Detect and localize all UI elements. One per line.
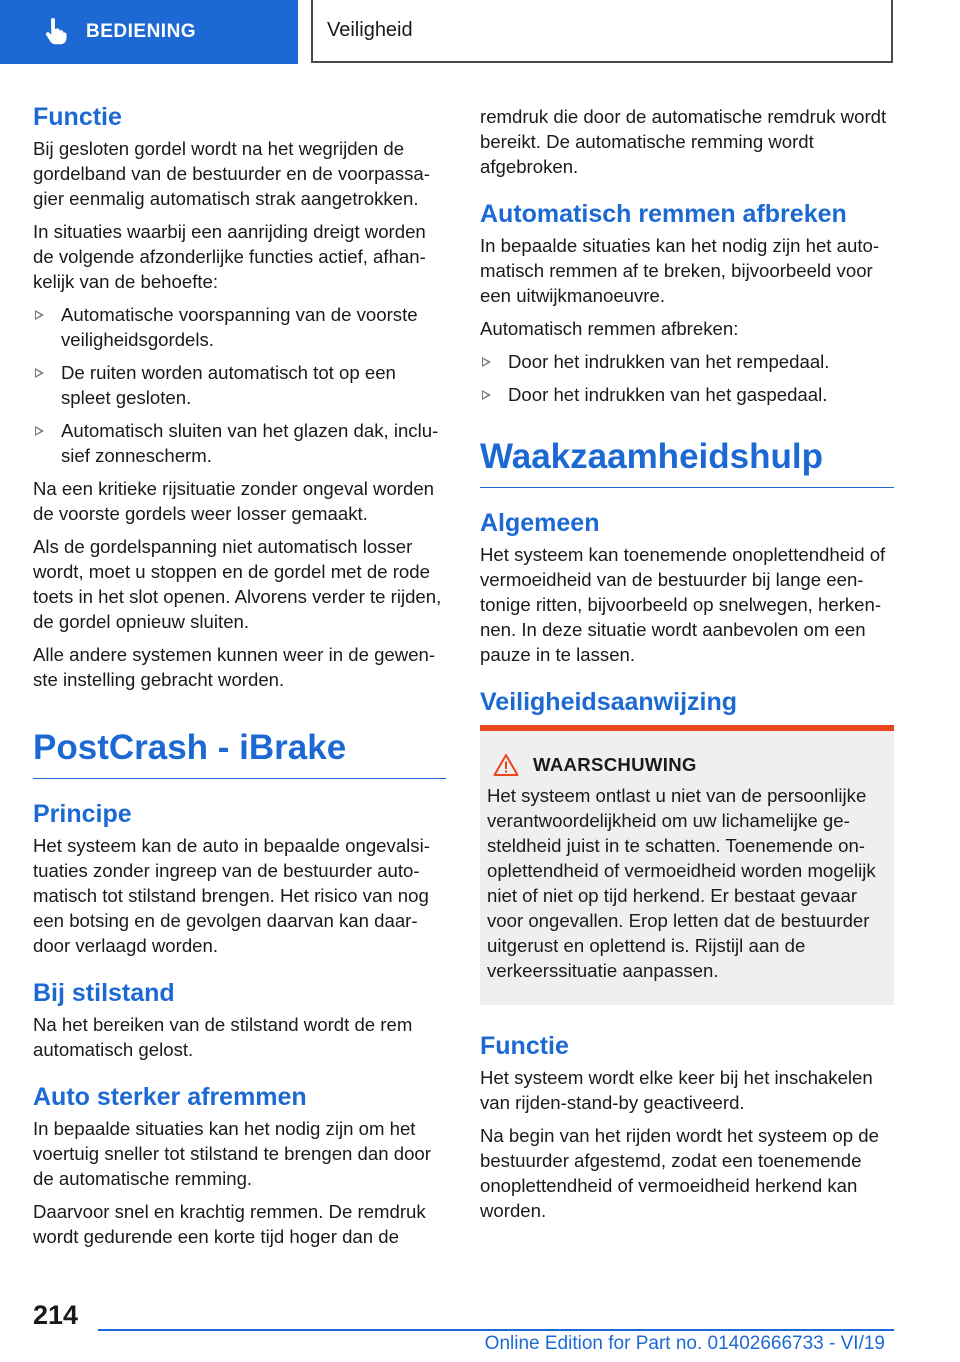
left-column xyxy=(33,100,446,1257)
list-item: Door het indrukken van het rempedaal. xyxy=(480,349,894,374)
right-column xyxy=(480,104,894,1231)
bullet-triangle-icon xyxy=(35,310,44,320)
warning-text: Het systeem ontlast u niet van de persoonlijke verantwoordelijkheid om uw lichamelijke gesteldheid juist in te schatten. Toenemende onoplettendheid of vermoeidheid worden mogelijk niet of niet op tijd herkend. Er bestaat gevaar voor ongevallen. Erop letten dat de bestuurder uitgerust en oplettend is. Rijstijl aan de verkeerssituatie aanpassen. xyxy=(487,785,876,981)
functie-list xyxy=(33,302,446,468)
bullet-triangle-icon xyxy=(482,357,491,367)
afbreken-heading: Automatisch remmen afbreken xyxy=(480,200,847,228)
afbreken-list xyxy=(480,349,894,407)
paragraph: Alle andere systemen kunnen weer in de gewenste instelling gebracht worden. xyxy=(33,644,436,690)
list-item: Door het indrukken van het gaspedaal. xyxy=(480,382,894,407)
list-item: Automatisch sluiten van het glazen dak, inclusief zonnescherm. xyxy=(33,418,446,468)
veiligheid-heading: Veiligheidsaanwijzing xyxy=(480,688,738,716)
section-label: BEDIENING xyxy=(86,21,197,42)
principe-heading: Principe xyxy=(33,800,132,828)
bullet-triangle-icon xyxy=(482,390,491,400)
section-tab xyxy=(0,0,298,64)
paragraph: Bij gesloten gordel wordt na het wegrijden de gordelband van de bestuurder en de voorpassagier eenmalig automatisch strak aangetrokken. xyxy=(33,138,430,209)
paragraph: Het systeem kan de auto in bepaalde ongevalsituaties zonder ingreep van de bestuurder automatisch tot stilstand brengen. Het risico van nog een botsing en de gevolgen daarvan kan daardoor verlaagd worden. xyxy=(33,835,430,956)
postcrash-heading: PostCrash - iBrake xyxy=(33,724,446,779)
chapter-title: Veiligheid xyxy=(327,19,413,41)
paragraph: In bepaalde situaties kan het nodig zijn om het voertuig sneller tot stilstand te brengen dan door de automatische remming. xyxy=(33,1118,431,1189)
paragraph: Het systeem wordt elke keer bij het inschakelen van rijden-stand-by geactiveerd. xyxy=(480,1067,873,1113)
list-item: De ruiten worden automatisch tot op een spleet gesloten. xyxy=(33,360,446,410)
paragraph: Als de gordelspanning niet automatisch losser wordt, moet u stoppen en de gordel met de rode toets in het slot openen. Alvorens verder te rijden, de gordel opnieuw sluiten. xyxy=(33,536,442,632)
hand-pointer-icon xyxy=(42,18,68,46)
waakzaamheid-heading: Waakzaamheidshulp xyxy=(480,433,894,488)
paragraph: Daarvoor snel en krachtig remmen. De remdruk wordt gedurende een korte tijd hoger dan de xyxy=(33,1201,426,1247)
stilstand-heading: Bij stilstand xyxy=(33,979,175,1007)
paragraph: Na begin van het rijden wordt het systeem op de bestuurder afgestemd, zodat een toenemende onoplettendheid of vermoeidheid herkend kan worden. xyxy=(480,1125,879,1221)
paragraph: Het systeem kan toenemende onoplettendheid of vermoeidheid van de bestuurder bij lange eentonige ritten, bijvoorbeeld op snelwegen, herkennen. In deze situatie wordt aanbevolen om een pauze in te lassen. xyxy=(480,544,886,665)
functie-heading-2: Functie xyxy=(480,1032,569,1060)
afremmen-heading: Auto sterker afremmen xyxy=(33,1083,307,1111)
footer-divider xyxy=(98,1329,894,1331)
warning-header xyxy=(487,753,886,777)
paragraph: Automatisch remmen afbreken: xyxy=(480,318,739,339)
paragraph: Na een kritieke rijsituatie zonder ongeval worden de voorste gordels weer losser gemaakt. xyxy=(33,478,435,524)
paragraph: In bepaalde situaties kan het nodig zijn het automatisch remmen af te breken, bijvoorbeeld voor een uitwijkmanoeuvre. xyxy=(480,235,880,306)
paragraph: Na het bereiken van de stilstand wordt de rem automatisch gelost. xyxy=(33,1014,413,1060)
bullet-triangle-icon xyxy=(35,426,44,436)
chapter-header xyxy=(311,0,893,63)
paragraph: remdruk die door de automatische remdruk wordt bereikt. De automatische remming wordt afgebroken. xyxy=(480,106,887,177)
algemeen-heading: Algemeen xyxy=(480,509,600,537)
warning-title: WAARSCHUWING xyxy=(533,754,697,775)
bullet-triangle-icon xyxy=(35,368,44,378)
page-number: 214 xyxy=(33,1300,79,1330)
warning-box xyxy=(480,725,894,1005)
list-item: Automatische voorspanning van de voorste veiligheidsgordels. xyxy=(33,302,446,352)
functie-heading: Functie xyxy=(33,103,122,131)
paragraph: In situaties waarbij een aanrijding dreigt worden de volgende afzonderlijke functies actief, afhankelijk van de behoefte: xyxy=(33,221,426,292)
warning-triangle-icon xyxy=(493,753,519,777)
edition-text: Online Edition for Part no. 01402666733 - VI/19 xyxy=(484,1333,885,1354)
